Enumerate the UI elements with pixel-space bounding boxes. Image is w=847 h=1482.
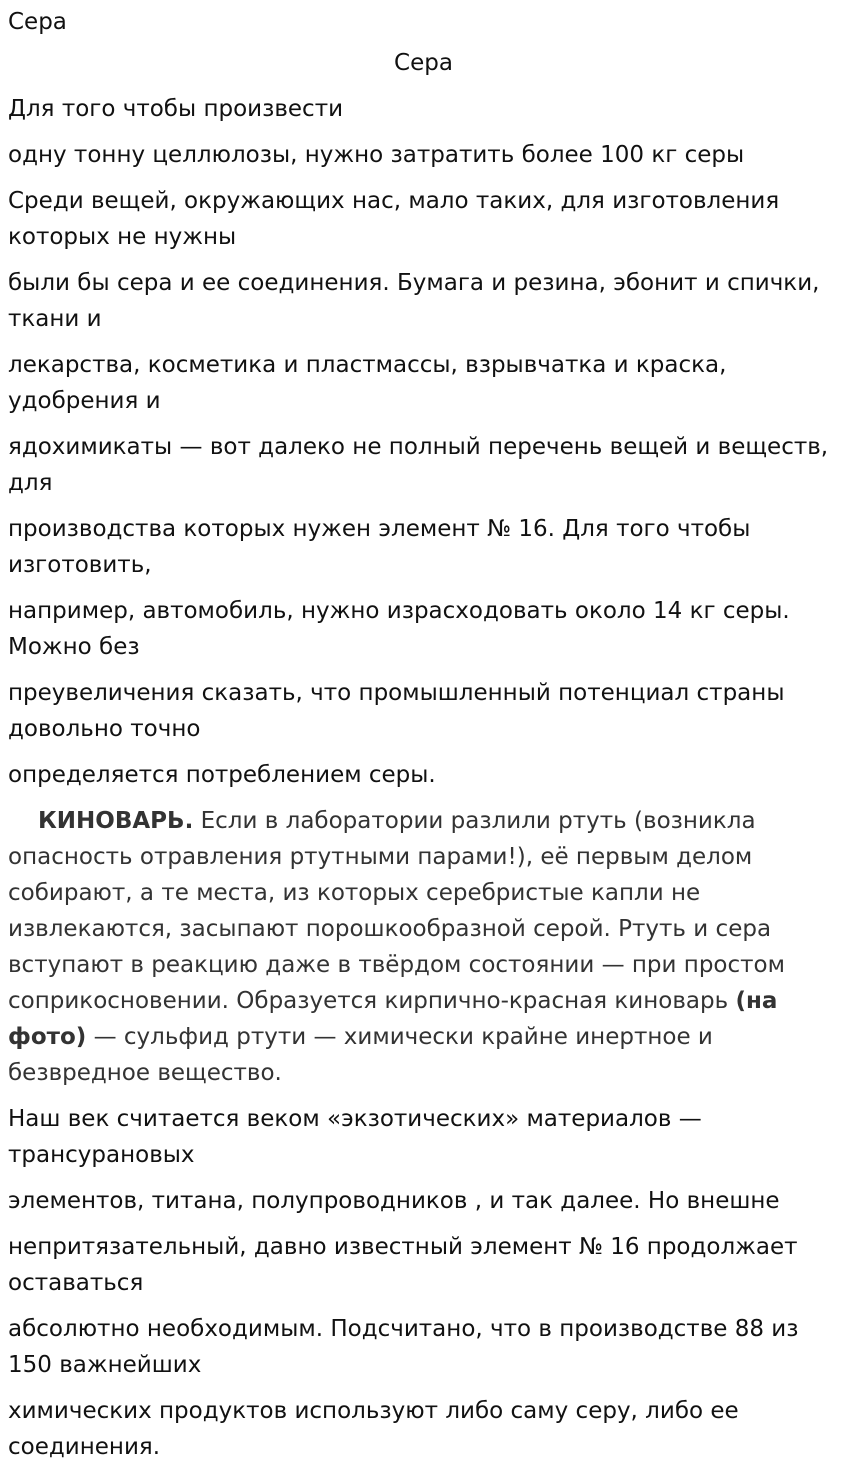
photo-note: (на фото)	[8, 988, 778, 1050]
paragraph: Для того чтобы произвести	[8, 96, 344, 122]
paragraph: химических продуктов используют либо саму серу, либо ее соединения.	[8, 1398, 739, 1460]
paragraph: лекарства, косметика и пластмассы, взрывчатка и краска, удобрения и	[8, 352, 727, 414]
intro-section	[8, 91, 839, 793]
closing-section	[8, 1101, 839, 1465]
paragraph: элементов, титана, полупроводников , и так далее. Но внешне	[8, 1188, 780, 1214]
paragraph: производства которых нужен элемент № 16. Для того чтобы изготовить,	[8, 516, 751, 578]
paragraph: определяется потреблением серы.	[8, 762, 436, 788]
paragraph: непритязательный, давно известный элемент № 16 продолжает оставаться	[8, 1234, 798, 1296]
cinnabar-text: Если в лаборатории разлили ртуть (возникла опасность отравления ртутными парами!), её первым делом собирают, а те места, из которых серебристые капли не извлекаются, засыпают порошкообразной серой. Ртуть и сера вступают в реакцию даже в твёрдом состоянии — при простом соприкосновении. Образуется кирпично-красная киноварь	[8, 808, 785, 1014]
paragraph: Наш век считается веком «экзотических» материалов — трансурановых	[8, 1106, 702, 1168]
cinnabar-heading: КИНОВАРЬ.	[38, 808, 194, 834]
paragraph: абсолютно необходимым. Подсчитано, что в производстве 88 из 150 важнейших	[8, 1316, 799, 1378]
cinnabar-text-end: — сульфид ртути — химически крайне инертное и безвредное вещество.	[8, 1024, 713, 1086]
paragraph: ядохимикаты — вот далеко не полный перечень вещей и веществ, для	[8, 434, 829, 496]
document-label: Сера	[8, 9, 67, 35]
paragraph: были бы сера и ее соединения. Бумага и резина, эбонит и спички, ткани и	[8, 270, 820, 332]
paragraph: преувеличения сказать, что промышленный потенциал страны довольно точно	[8, 680, 785, 742]
paragraph: одну тонну целлюлозы, нужно затратить более 100 кг серы	[8, 142, 745, 168]
paragraph: например, автомобиль, нужно израсходовать около 14 кг серы. Можно без	[8, 598, 790, 660]
page-title: Сера	[394, 50, 453, 76]
paragraph: Среди вещей, окружающих нас, мало таких, для изготовления которых не нужны	[8, 188, 780, 250]
cinnabar-paragraph	[8, 803, 839, 1091]
